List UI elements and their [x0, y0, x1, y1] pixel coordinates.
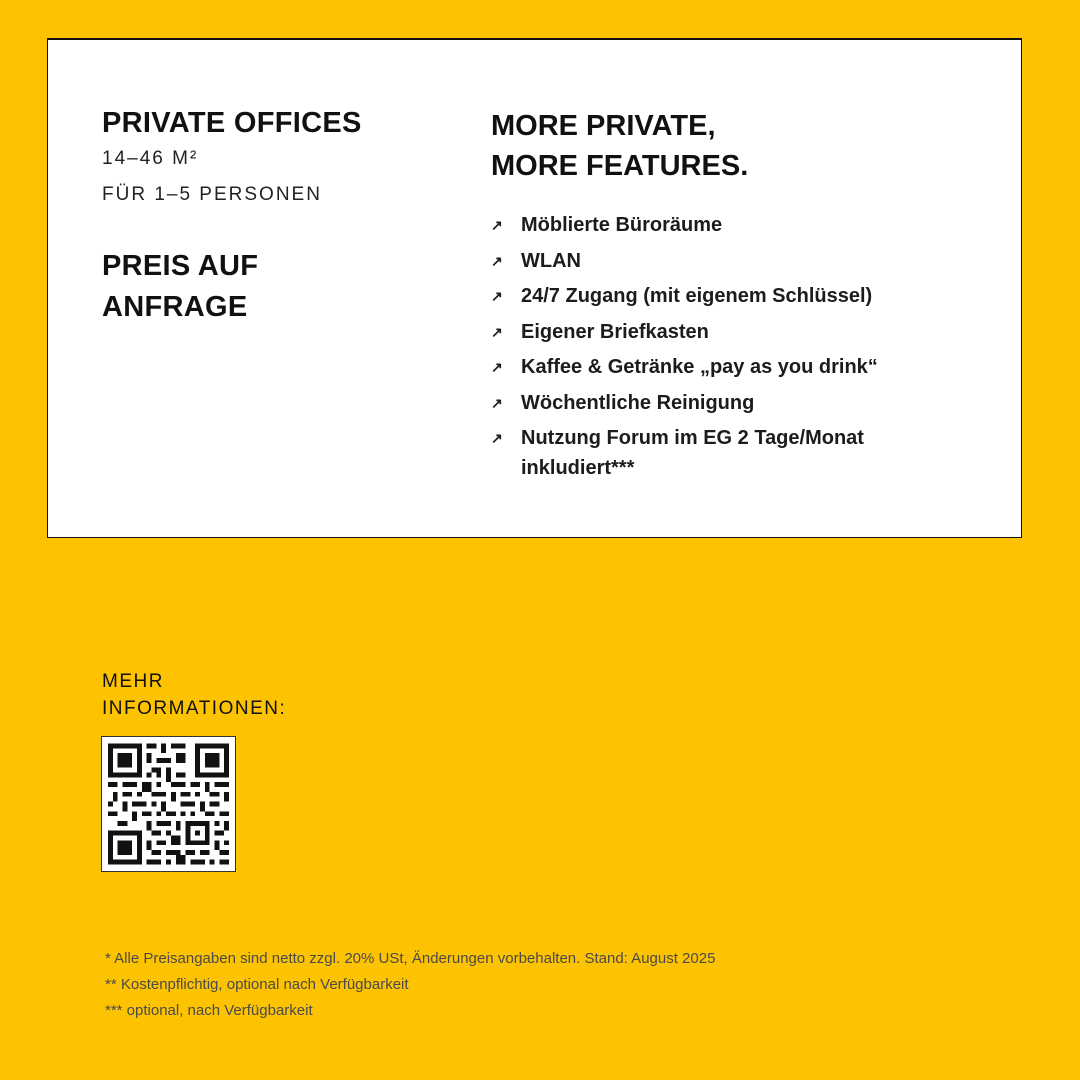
arrow-up-right-icon: ↗ [491, 430, 503, 446]
offer-size: 14–46 M² [102, 148, 199, 169]
arrow-up-right-icon: ↗ [491, 252, 503, 269]
features-title-line-1: MORE PRIVATE, [491, 110, 716, 142]
more-info-label [102, 668, 286, 722]
more-info-line-1: MEHR [102, 671, 164, 692]
feature-label: Eigener Briefkasten [521, 320, 709, 343]
feature-item [491, 423, 991, 483]
feature-item [491, 246, 991, 276]
price-line-1: PREIS AUF [102, 250, 259, 282]
price-line-2: ANFRAGE [102, 291, 248, 323]
features-title [491, 106, 991, 186]
feature-item [491, 317, 991, 347]
footnote-2: ** Kostenpflichtig, optional nach Verfügbarkeit [105, 976, 409, 993]
feature-item [491, 352, 991, 382]
feature-label: 24/7 Zugang (mit eigenem Schlüssel) [521, 285, 873, 307]
offer-title: PRIVATE OFFICES [102, 107, 362, 139]
more-info-line-2: INFORMATIONEN: [102, 698, 287, 719]
features-list [491, 210, 991, 483]
footnotes [105, 946, 715, 1024]
arrow-up-right-icon: ↗ [491, 288, 503, 304]
footnote-3: *** optional, nach Verfügbarkeit [105, 1002, 313, 1019]
offer-summary [102, 106, 462, 328]
feature-label: Möblierte Büroräume [521, 214, 723, 236]
arrow-up-right-icon: ↗ [491, 394, 503, 411]
features-title-line-2: MORE FEATURES. [491, 150, 749, 182]
arrow-up-right-icon: ↗ [491, 323, 503, 340]
arrow-up-right-icon: ↗ [491, 217, 503, 233]
feature-item [491, 210, 991, 240]
offer-price [102, 246, 462, 328]
feature-label: WLAN [521, 249, 581, 272]
feature-item [491, 281, 991, 311]
footnote-1: * Alle Preisangaben sind netto zzgl. 20% USt, Änderungen vorbehalten. Stand: August 2025 [105, 950, 716, 967]
feature-item [491, 388, 991, 418]
qr-code-icon[interactable] [101, 736, 236, 872]
features-section [491, 106, 991, 489]
feature-label: Kaffee & Getränke „pay as you drink“ [521, 356, 878, 378]
arrow-up-right-icon: ↗ [491, 359, 503, 375]
feature-label: Nutzung Forum im EG 2 Tage/Monat inkludiert*** [521, 427, 864, 479]
feature-label: Wöchentliche Reinigung [521, 391, 755, 414]
offer-persons: FÜR 1–5 PERSONEN [102, 184, 322, 205]
offer-card [47, 38, 1022, 538]
qr-code-graphic [108, 743, 229, 865]
